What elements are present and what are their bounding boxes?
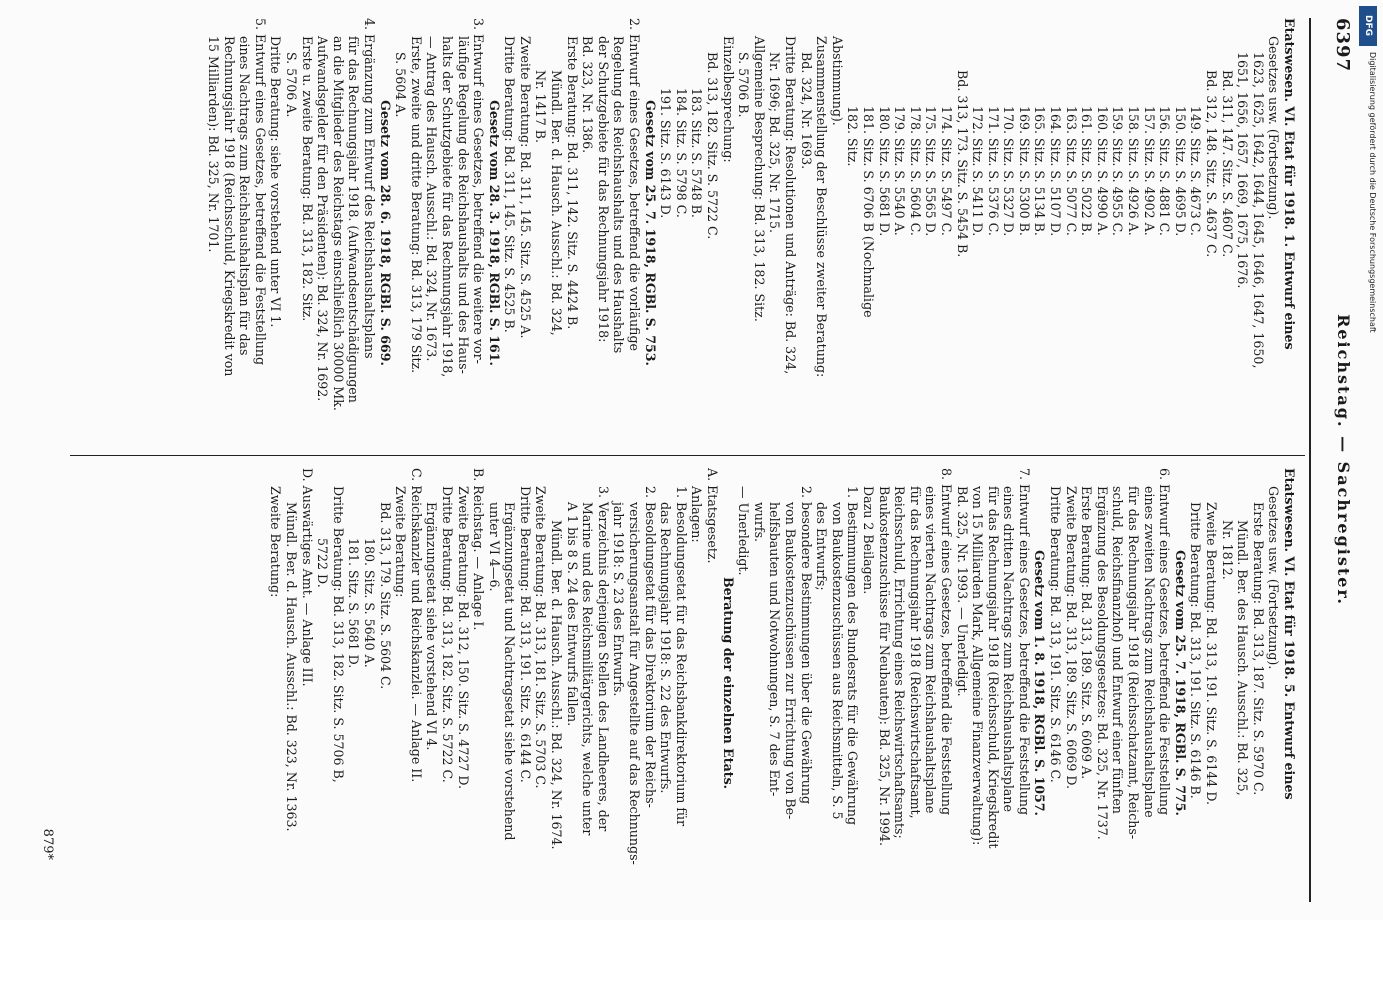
left-column-line: S. 5604 A.	[393, 52, 409, 118]
right-column-line: C. Reichskanzler und Reichskanzlei. — Anlage II.	[408, 468, 424, 783]
right-column-line: 7. Entwurf eines Gesetzes, betreffend die Feststellung	[1016, 468, 1032, 816]
left-column-line: Rechnungsjahr 1918 (Reichsschuld, Kriegskredit von	[221, 36, 237, 377]
left-column-line: 182. Sitz.	[845, 106, 861, 167]
left-column-line: S. 5706 A.	[284, 52, 299, 118]
right-column-line: Mündl. Ber. d. Hausch. Ausschl.: Bd. 323, Nr. 1363.	[284, 502, 299, 832]
right-column-line: Zweite Beratung:	[268, 486, 284, 598]
left-column-line: Regelung des Reichshaushalts und des Haushalts	[611, 36, 627, 354]
right-column-line: Marine und des Reichsmilitärgerichts, welche unter	[580, 502, 596, 836]
left-column-line: 156. Sitz. S. 4881 C.	[1157, 106, 1173, 236]
right-column-line: von Baukostenzuschüssen aus Reichsmitteln, S. 5	[829, 502, 845, 820]
right-column-line: Etatswesen. VI. Etat für 1918. 5. Entwurf eines	[1282, 468, 1297, 800]
right-column-line: helfsbauten und Notwohnungen, S. 7 des Ent-	[767, 502, 783, 797]
left-column-line: 184. Sitz. S. 5798 C.	[673, 88, 689, 218]
side-strip	[1353, 0, 1383, 1000]
left-column-line: Aufwandsgelder für den Präsidenten): Bd. 324, Nr. 1692.	[315, 36, 331, 402]
left-column-line: S. 5706 B.	[736, 52, 752, 118]
right-column-line: von 15 Milliarden Mark, Allgemeine Finanzverwaltung):	[970, 486, 986, 846]
right-column-line: eines zweiten Nachtrags zum Reichshaushaltsplane	[1141, 486, 1157, 818]
right-column-line: 6. Entwurf eines Gesetzes, betreffend die Feststellung	[1157, 468, 1173, 816]
right-column-line: unter VI 4—6.	[486, 502, 502, 592]
left-column-line: Gesetzes usw. (Fortsetzung).	[1266, 36, 1282, 220]
left-column-line: Dritte Beratung: Bd. 311, 145. Sitz. S. 4525 B.	[502, 36, 518, 333]
left-column-line: 170. Sitz. S. 5327 D.	[1001, 106, 1017, 237]
left-column-line: 178. Sitz. S. 5604 C.	[907, 106, 923, 236]
left-column-line: Bd. 312, 148. Sitz. S. 4637 C.	[1204, 70, 1220, 258]
left-column-line: an die Mitglieder des Reichstags einschließlich 30000 Mk.	[330, 36, 346, 411]
right-column-line: jahr 1918: S. 23 des Entwurfs.	[611, 502, 627, 697]
right-column-line: Ergänzung des Besoldungsgesetzes: Bd. 325, Nr. 1737.	[1094, 486, 1110, 840]
left-column-line: 183. Sitz. S. 5748 B.	[689, 88, 705, 218]
left-column-line: 4. Ergänzung zum Entwurf des Reichshaushaltsplans	[361, 18, 377, 359]
header-rule	[1309, 18, 1311, 902]
left-column-line: Abstimmung).	[829, 36, 845, 126]
right-column-line: wurfs.	[751, 502, 767, 543]
left-column-line: eines Nachtrags zum Reichshaushaltsplan für das	[237, 36, 253, 356]
right-column-line: Zweite Beratung: Bd. 313, 191. Sitz. S. 6144 D.	[1204, 502, 1220, 806]
left-column-line: 163. Sitz. S. 5077 C.	[1063, 106, 1079, 236]
column-divider	[70, 455, 1305, 456]
left-column-line: 171. Sitz. S. 5376 C.	[985, 106, 1001, 236]
right-column-line: B. Reichstag. — Anlage I.	[471, 468, 487, 631]
left-column-line: Bd. 311, 147. Sitz. S. 4607 C.	[1219, 70, 1235, 258]
right-column-line: versicherungsanstalt für Angestellte auf das Rechnungs-	[627, 502, 643, 865]
right-column-line: Dritte Beratung: Bd. 313, 182. Sitz. S. 5706 B,	[330, 486, 346, 783]
left-column-line: 3. Entwurf eines Gesetzes, betreffend die weitere vor-	[471, 18, 487, 364]
right-column-line: Dritte Beratung: Bd. 313, 191. Sitz. S. 6146 C.	[1048, 486, 1064, 783]
right-column-line: Anlagen:	[689, 486, 705, 543]
left-column-line: 181. Sitz. S. 6706 B (Nochmalige	[860, 106, 876, 318]
right-column-line: Gesetz vom 25. 7. 1918, RGBl. S. 775.	[1172, 550, 1188, 816]
right-column-line: Erste Beratung: Bd. 313, 187. Sitz. S. 5970 C.	[1250, 502, 1266, 796]
right-column-line: 181. Sitz. S. 5681 D.	[346, 538, 362, 669]
funding-notice: Digitalisierung gefördert durch die Deutsche Forschungsgemeinschaft	[1368, 52, 1377, 333]
left-column-line: Erste Beratung: Bd. 311, 142. Sitz. S. 4424 B.	[564, 36, 580, 330]
left-column-line: läufige Regelung des Reichshaushalts und des Haus-	[455, 36, 471, 374]
page-header	[1313, 0, 1353, 920]
right-column-line: A 1 bis 8 S. 24 des Entwurfs fallen.	[564, 502, 580, 727]
left-column-line: 180. Sitz. S. 5681 D.	[876, 106, 892, 237]
left-column-line: 164. Sitz. S. 5107 D.	[1048, 106, 1064, 237]
right-column-line: 8. Entwurf eines Gesetzes, betreffend die Feststellung	[938, 468, 954, 816]
left-column-line: Allgemeine Besprechung: Bd. 313, 182. Sitz.	[751, 36, 767, 322]
right-column-line: 1. Besoldungsetat für das Reichsbankdirektorium für	[673, 486, 689, 827]
right-column-line: Bd. 325, Nr. 1993. — Unerledigt.	[954, 486, 970, 697]
right-column-line: A. Etatsgesetz.	[705, 468, 721, 564]
right-column-line: Ergänzungsetat siehe vorstehend VI 4.	[424, 502, 440, 751]
left-column-line: Zusammenstellung der Beschlüsse zweiter Beratung:	[814, 36, 830, 378]
right-column-line: 1. Bestimmungen des Bundesrats für die Gewährung	[845, 486, 861, 826]
left-column-line: 149. Sitz. S. 4673 C.	[1188, 106, 1204, 236]
right-column-line: Ergänzungsetat und Nachtragsetat siehe vorstehend	[502, 502, 518, 841]
right-column-line: eines vierten Nachtrags zum Reichshaushaltsplane	[923, 486, 939, 814]
left-column-line: 161. Sitz. S. 5022 B.	[1079, 106, 1095, 236]
right-column-line: 3. Verzeichnis derjenigen Stellen des Landheeres, der	[595, 486, 611, 832]
right-column-line: Gesetz vom 1. 8. 1918, RGBl. S. 1057.	[1032, 550, 1048, 816]
left-column-line: 191. Sitz. S. 6143 D.	[658, 88, 674, 219]
right-column-line: für das Rechnungsjahr 1918 (Reichsschatzamt, Reichs-	[1126, 486, 1142, 840]
left-column	[205, 18, 1297, 448]
right-column-line: Mündl. Ber. d. Hausch. Ausschl.: Bd. 324, Nr. 1674.	[549, 520, 565, 850]
right-column-line: Reichsschuld, Errichtung eines Reichswirtschaftsamts;	[892, 486, 908, 839]
left-column-line: 159. Sitz. S. 4955 C.	[1110, 106, 1126, 236]
right-column-line: Dritte Beratung: Bd. 313, 191. Sitz. S. 6144 C.	[517, 486, 533, 783]
left-column-line: Erste u. zweite Beratung: Bd. 313, 182. Sitz.	[299, 36, 315, 322]
left-column-line: Bd. 324, Nr. 1693.	[798, 52, 814, 170]
left-column-line: 179. Sitz. S. 5540 A.	[892, 106, 908, 236]
left-column-line: Erste, zweite und dritte Beratung: Bd. 313, 179 Sitz.	[408, 36, 424, 374]
left-column-line: 174. Sitz. S. 5497 C.	[938, 106, 954, 236]
left-column-line: 1651, 1656, 1657, 1669, 1675, 1676.	[1235, 52, 1251, 289]
right-column	[268, 468, 1297, 898]
right-column-line: — Unerledigt.	[736, 486, 752, 576]
left-column-line: Gesetz vom 28. 6. 1918, RGBl. S. 669.	[377, 100, 393, 366]
left-column-line: 150. Sitz. S. 4695 D.	[1172, 106, 1188, 237]
right-column-line: Mündl. Ber. des Hausch. Ausschl.: Bd. 325,	[1235, 520, 1251, 796]
left-column-line: Dritte Beratung: siehe vorstehend unter VI 1.	[268, 36, 284, 328]
left-column-line: Bd. 313, 173. Sitz. S. 5454 B.	[954, 70, 970, 258]
left-column-line: Etatswesen. VI. Etat für 1918. 1. Entwurf eines	[1282, 18, 1297, 350]
right-column-line: Dritte Beratung: Bd. 313, 182. Sitz. S. 5722 C.	[439, 486, 455, 783]
left-column-line: 158. Sitz. S. 4926 A.	[1126, 106, 1142, 236]
right-column-line: 2. besondere Bestimmungen über die Gewährung	[798, 486, 814, 805]
left-column-line: 157. Sitz. S. 4902 A.	[1141, 106, 1157, 236]
left-column-line: Dritte Beratung: Resolutionen und Anträge: Bd. 324,	[783, 36, 798, 375]
left-column-line: 169. Sitz. S. 5300 B.	[1016, 106, 1032, 236]
page-number: 6397	[1332, 18, 1353, 73]
left-column-line: 172. Sitz. S. 5411 D.	[970, 106, 986, 237]
right-column-line: für das Rechnungsjahr 1918 (Reichswirtschaftsamt,	[907, 486, 923, 819]
running-title: Reichstag. — Sachregister.	[1334, 314, 1353, 606]
left-column-line: Nr. 1696; Bd. 325, Nr. 1715.	[767, 52, 783, 234]
left-column-line: 175. Sitz. S. 5565 D.	[923, 106, 939, 237]
right-column-line: eines dritten Nachtrags zum Reichshaushaltsplane	[1001, 486, 1017, 812]
left-column-line: für das Rechnungsjahr 1918. (Aufwandsentschädigungen	[346, 36, 362, 403]
left-column-line: Mündl. Ber. d. Hausch. Ausschl.: Bd. 324,	[549, 70, 565, 336]
right-column-line: des Entwurfs;	[814, 502, 830, 591]
right-column-line: Zweite Beratung: Bd. 313, 181. Sitz. S. 5703 C.	[533, 486, 549, 789]
right-column-line: Dritte Beratung: Bd. 313, 191. Sitz. S. 6146 B.	[1188, 502, 1204, 799]
left-column-line: 2. Entwurf eines Gesetzes, betreffend die vorläufige	[627, 18, 643, 351]
left-column-line: der Schutzgebiete für das Rechnungsjahr 1918:	[595, 36, 611, 343]
left-column-line: Bd. 323, Nr. 1386.	[580, 36, 596, 154]
left-column-line: 160. Sitz. S. 4990 A.	[1094, 106, 1110, 236]
left-column-line: Gesetz vom 28. 3. 1918, RGBl. S. 161.	[486, 100, 502, 366]
left-column-line: Nr. 1417 B.	[533, 70, 549, 143]
right-column-line: Nr. 1812.	[1219, 520, 1235, 580]
right-column-line: 5722 D.	[315, 538, 331, 588]
dfg-logo: DFG	[1359, 6, 1377, 46]
right-column-line: Dazu 2 Beilagen.	[860, 486, 876, 595]
right-column-line: Gesetzes usw. (Fortsetzung).	[1266, 486, 1282, 670]
right-column-line: 2. Besoldungsetat für das Direktorium der Reichs-	[642, 486, 658, 808]
right-column-line: Zweite Beratung:	[393, 486, 409, 598]
right-column-line: Erste Beratung: Bd. 313, 189. Sitz. S. 6069 A.	[1079, 486, 1095, 780]
right-column-line: Bd. 313, 179. Sitz. S. 5604 C.	[377, 502, 393, 690]
left-column-line: Bd. 313, 182. Sitz. S. 5722 C.	[705, 52, 721, 240]
right-column-line: schuld, Reichsfinanzhof) und Entwurf einer fünften	[1110, 486, 1126, 814]
right-column-line: für das Rechnungsjahr 1918 (Reichsschuld, Kriegskredit	[985, 486, 1001, 849]
right-column-line: Beratung der einzelnen Etats.	[720, 576, 736, 790]
left-column-line: Gesetz vom 25. 7. 1918, RGBl. S. 753.	[642, 100, 658, 366]
right-column-line: Baukostenzuschüsse für Neubauten): Bd. 325, Nr. 1994.	[876, 486, 892, 846]
right-column-line: D. Auswärtiges Amt. — Anlage III.	[299, 468, 315, 687]
left-column-line: Einzelbesprechung:	[720, 36, 736, 163]
right-column-line: das Rechnungsjahr 1918: S. 22 des Entwurfs.	[658, 502, 674, 794]
left-column-line: halts der Schutzgebiete für das Rechnungsjahr 1918,	[439, 36, 455, 378]
signature-mark: 879*	[40, 828, 55, 860]
right-column-line: Zweite Beratung: Bd. 313, 189. Sitz. S. 6069 D.	[1063, 486, 1079, 790]
left-column-line: 15 Milliarden): Bd. 325, Nr. 1701.	[206, 36, 222, 253]
right-column-line: von Baukostenzuschüssen zur Errichtung von Be-	[783, 502, 798, 820]
left-column-line: 165. Sitz. S. 5134 B.	[1032, 106, 1048, 236]
left-column-line: 5. Entwurf eines Gesetzes, betreffend die Feststellung	[252, 18, 268, 366]
right-column-line: Zweite Beratung: Bd. 312, 150. Sitz. S. 4727 D.	[455, 486, 471, 790]
left-column-line: Zweite Beratung: Bd. 311, 145. Sitz. S. 4525 A.	[517, 36, 533, 339]
right-column-line: 180. Sitz. S. 5640 A.	[361, 538, 377, 668]
left-column-line: 1623, 1625, 1642, 1644, 1645, 1646, 1647, 1650,	[1250, 52, 1266, 369]
left-column-line: — Antrag des Hausch. Ausschl.: Bd. 324, Nr. 1673.	[424, 36, 440, 362]
